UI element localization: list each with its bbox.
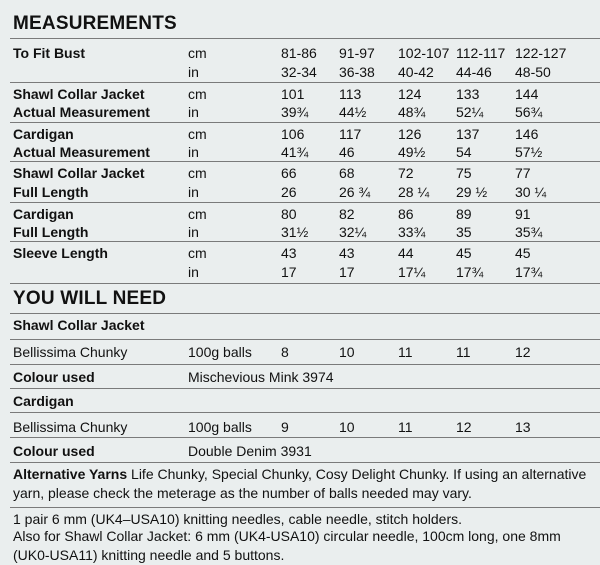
size-value: 112-117 (456, 45, 506, 61)
size-value: 91 (515, 206, 531, 222)
size-value: 31½ (281, 224, 309, 240)
size-value: 75 (456, 165, 472, 181)
row-unit: in (188, 104, 199, 120)
size-value: 17¾ (456, 264, 484, 280)
size-value: 57½ (515, 144, 543, 160)
size-value: 43 (339, 245, 355, 261)
divider (10, 241, 600, 242)
measurements-heading: MEASUREMENTS (13, 13, 177, 34)
divider (10, 122, 600, 123)
size-value: 144 (515, 86, 539, 102)
size-value: 48¾ (398, 104, 426, 120)
divider (10, 313, 600, 314)
divider (10, 412, 600, 413)
size-value: 86 (398, 206, 414, 222)
size-value: 28 ¼ (398, 184, 430, 200)
needles-line-1: 1 pair 6 mm (UK4–USA10) knitting needles, cable needle, stitch holders. (13, 511, 463, 527)
size-value: 29 ½ (456, 184, 488, 200)
row-label: Sleeve Length (13, 245, 108, 261)
size-value: 133 (456, 86, 480, 102)
cardigan-yarn-qty-3: 11 (398, 419, 413, 435)
size-value: 106 (281, 126, 305, 142)
row-unit: in (188, 224, 199, 240)
you-will-need-heading: YOU WILL NEED (13, 288, 167, 309)
size-value: 126 (398, 126, 422, 142)
row-label: Actual Measurement (13, 144, 150, 160)
divider (10, 462, 600, 463)
size-value: 54 (456, 144, 472, 160)
divider (10, 82, 600, 83)
size-value: 48-50 (515, 64, 551, 80)
size-value: 39¾ (281, 104, 309, 120)
cardigan-section-title: Cardigan (13, 393, 74, 409)
size-value: 35 (456, 224, 472, 240)
size-value: 35¾ (515, 224, 543, 240)
row-unit: cm (188, 245, 207, 261)
size-value: 32-34 (281, 64, 317, 80)
size-value: 46 (339, 144, 355, 160)
shawl-section-title: Shawl Collar Jacket (13, 317, 145, 333)
size-value: 66 (281, 165, 297, 181)
row-unit: in (188, 184, 199, 200)
cardigan-yarn-qty-2: 10 (339, 419, 355, 435)
row-label: Actual Measurement (13, 104, 150, 120)
cardigan-colour-value: Double Denim 3931 (188, 443, 312, 459)
size-value: 44-46 (456, 64, 492, 80)
row-unit: in (188, 64, 199, 80)
shawl-yarn-qty-4: 11 (456, 344, 471, 360)
row-unit: cm (188, 86, 207, 102)
size-value: 17 (281, 264, 297, 280)
size-value: 17¾ (515, 264, 543, 280)
row-label: Full Length (13, 184, 89, 200)
cardigan-yarn-unit: 100g balls (188, 419, 252, 435)
alternative-yarns-note (13, 465, 593, 503)
divider (10, 437, 600, 438)
size-value: 26 ¾ (339, 184, 371, 200)
row-label: Shawl Collar Jacket (13, 86, 145, 102)
size-value: 101 (281, 86, 305, 102)
size-value: 77 (515, 165, 531, 181)
row-label: Full Length (13, 224, 89, 240)
size-value: 41¾ (281, 144, 309, 160)
size-value: 17 (339, 264, 355, 280)
divider (10, 161, 600, 162)
row-unit: cm (188, 45, 207, 61)
size-value: 45 (515, 245, 531, 261)
row-unit: cm (188, 126, 207, 142)
shawl-yarn-unit: 100g balls (188, 344, 252, 360)
size-value: 124 (398, 86, 422, 102)
size-value: 30 ¼ (515, 184, 547, 200)
size-value: 33¾ (398, 224, 426, 240)
size-value: 82 (339, 206, 355, 222)
row-label: Shawl Collar Jacket (13, 165, 145, 181)
needles-line-2: Also for Shawl Collar Jacket: 6 mm (UK4-USA10) circular needle, 100cm long, one 8mm (UK0-USA11) knitting needle and 5 buttons. (13, 528, 561, 563)
size-value: 89 (456, 206, 472, 222)
cardigan-yarn-qty-5: 13 (515, 419, 531, 435)
size-value: 72 (398, 165, 414, 181)
row-unit: in (188, 144, 199, 160)
row-label: To Fit Bust (13, 45, 86, 61)
cardigan-yarn-name: Bellissima Chunky (13, 419, 128, 435)
size-value: 40-42 (398, 64, 434, 80)
divider (10, 364, 600, 365)
size-value: 146 (515, 126, 539, 142)
size-value: 113 (339, 86, 362, 102)
shawl-yarn-qty-2: 10 (339, 344, 355, 360)
shawl-colour-value: Mischevious Mink 3974 (188, 369, 334, 385)
shawl-yarn-qty-3: 11 (398, 344, 413, 360)
cardigan-colour-label: Colour used (13, 443, 95, 459)
size-value: 117 (339, 126, 362, 142)
shawl-yarn-qty-1: 8 (281, 344, 289, 360)
size-value: 137 (456, 126, 480, 142)
size-value: 49½ (398, 144, 426, 160)
size-value: 80 (281, 206, 297, 222)
row-unit: cm (188, 165, 207, 181)
size-value: 17¼ (398, 264, 426, 280)
size-value: 44 (398, 245, 414, 261)
cardigan-yarn-qty-1: 9 (281, 419, 289, 435)
size-value: 45 (456, 245, 472, 261)
alternative-yarns-text: Life Chunky, Special Chunky, Cosy Delight Chunky. If using an alternative yarn, please check the meterage as the number of balls needed may vary. (13, 466, 587, 501)
divider (10, 38, 600, 39)
divider (10, 283, 600, 284)
row-label: Cardigan (13, 206, 74, 222)
shawl-yarn-name: Bellissima Chunky (13, 344, 128, 360)
shawl-colour-label: Colour used (13, 369, 95, 385)
row-unit: cm (188, 206, 207, 222)
size-value: 36-38 (339, 64, 375, 80)
alternative-yarns-label: Alternative Yarns (13, 466, 128, 482)
divider (10, 339, 600, 340)
shawl-yarn-qty-5: 12 (515, 344, 531, 360)
row-label: Cardigan (13, 126, 74, 142)
size-value: 81-86 (281, 45, 317, 61)
size-value: 56¾ (515, 104, 543, 120)
size-value: 43 (281, 245, 297, 261)
divider (10, 388, 600, 389)
size-value: 44½ (339, 104, 367, 120)
row-unit: in (188, 264, 199, 280)
size-value: 68 (339, 165, 355, 181)
divider (10, 202, 600, 203)
size-value: 102-107 (398, 45, 450, 61)
size-value: 52¼ (456, 104, 484, 120)
size-value: 91-97 (339, 45, 375, 61)
size-value: 32¼ (339, 224, 367, 240)
size-value: 122-127 (515, 45, 567, 61)
divider (10, 507, 600, 508)
size-value: 26 (281, 184, 297, 200)
cardigan-yarn-qty-4: 12 (456, 419, 472, 435)
